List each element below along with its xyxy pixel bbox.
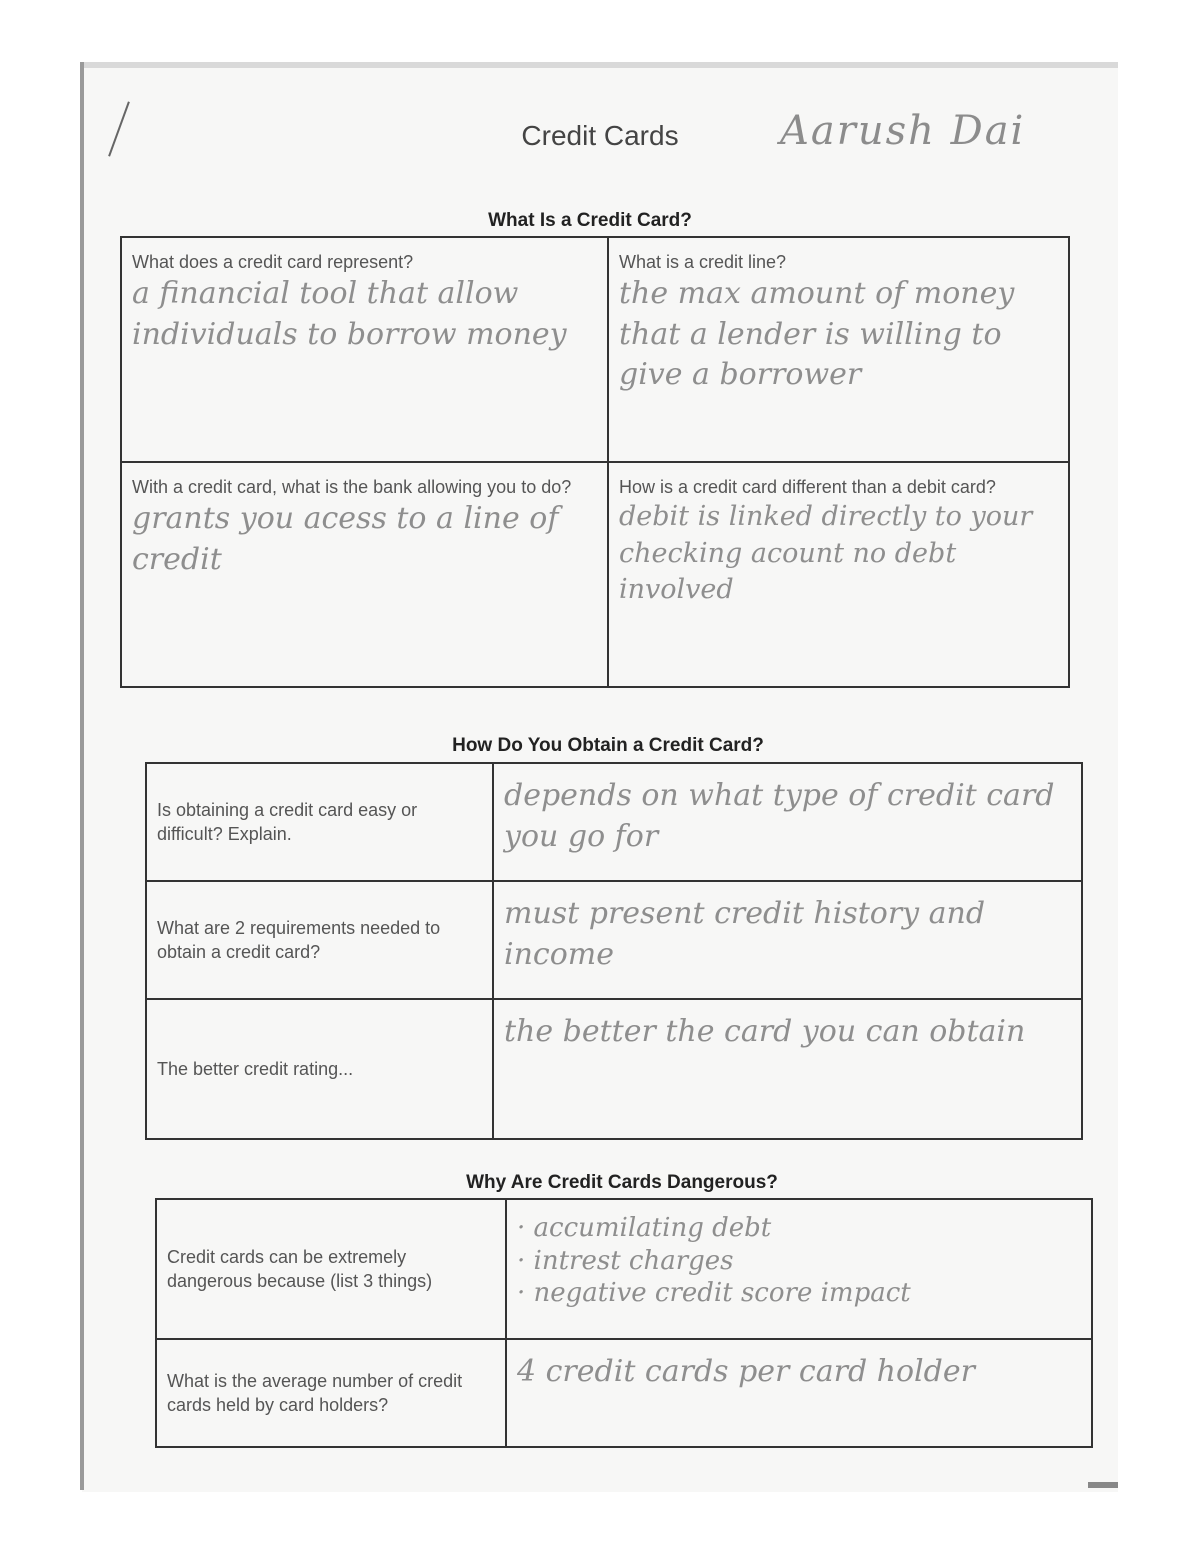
student-name: Aarush Dai — [780, 108, 1026, 154]
question-credit-rating: The better credit rating... — [157, 1058, 354, 1079]
cell-dangerous-reasons-answer — [506, 1199, 1092, 1339]
dangerous-reasons-list — [517, 1212, 1081, 1310]
worksheet-title: Credit Cards — [521, 120, 679, 151]
cell-credit-rating — [146, 999, 493, 1139]
reason-item: · intrest charges — [517, 1245, 1081, 1278]
question-represent: What does a credit card represent? — [132, 252, 414, 272]
cell-easy-difficult-answer — [493, 763, 1082, 881]
cell-debit-difference — [608, 462, 1069, 687]
answer-requirements: must present credit history and income — [504, 896, 986, 972]
cell-requirements-answer — [493, 881, 1082, 999]
reason-item: · accumilating debt — [517, 1212, 1081, 1245]
cell-requirements — [146, 881, 493, 999]
obtain-table — [145, 762, 1083, 1140]
cell-dangerous-reasons — [156, 1199, 506, 1339]
answer-average-cards: 4 credit cards per card holder — [517, 1354, 975, 1389]
page-mark — [1088, 1482, 1118, 1488]
cell-represent — [121, 237, 608, 462]
question-average-cards: What is the average number of credit cards held by card holders? — [167, 1370, 463, 1415]
answer-bank-allowing: grants you acess to a line of credit — [132, 501, 559, 577]
question-dangerous-reasons: Credit cards can be extremely dangerous because (list 3 things) — [167, 1246, 433, 1291]
cell-bank-allowing — [121, 462, 608, 687]
cell-credit-rating-answer — [493, 999, 1082, 1139]
question-credit-line: What is a credit line? — [619, 252, 787, 272]
section-heading-dangerous: Why Are Credit Cards Dangerous? — [466, 1172, 778, 1193]
answer-credit-rating: the better the card you can obtain — [504, 1014, 1026, 1049]
cell-easy-difficult — [146, 763, 493, 881]
answer-represent: a financial tool that allow individuals to borrow money — [132, 276, 567, 352]
reason-item: · negative credit score impact — [517, 1277, 1081, 1310]
question-debit-difference: How is a credit card different than a debit card? — [619, 477, 996, 497]
section-heading-what-is: What Is a Credit Card? — [488, 210, 692, 231]
cell-average-cards-answer — [506, 1339, 1092, 1447]
paper-edge — [80, 62, 84, 1490]
cell-average-cards — [156, 1339, 506, 1447]
answer-credit-line: the max amount of money that a lender is willing to give a borrower — [619, 276, 1015, 393]
question-bank-allowing: With a credit card, what is the bank allowing you to do? — [132, 477, 572, 497]
question-requirements: What are 2 requirements needed to obtain a credit card? — [157, 917, 441, 962]
what-is-table — [120, 236, 1070, 688]
section-heading-obtain: How Do You Obtain a Credit Card? — [452, 735, 764, 756]
question-easy-difficult: Is obtaining a credit card easy or difficult? Explain. — [157, 799, 418, 844]
dangerous-table — [155, 1198, 1093, 1448]
cell-credit-line — [608, 237, 1069, 462]
answer-easy-difficult: depends on what type of credit card you go for — [504, 778, 1055, 854]
answer-debit-difference: debit is linked directly to your checking acount no debt involved — [619, 501, 1033, 606]
